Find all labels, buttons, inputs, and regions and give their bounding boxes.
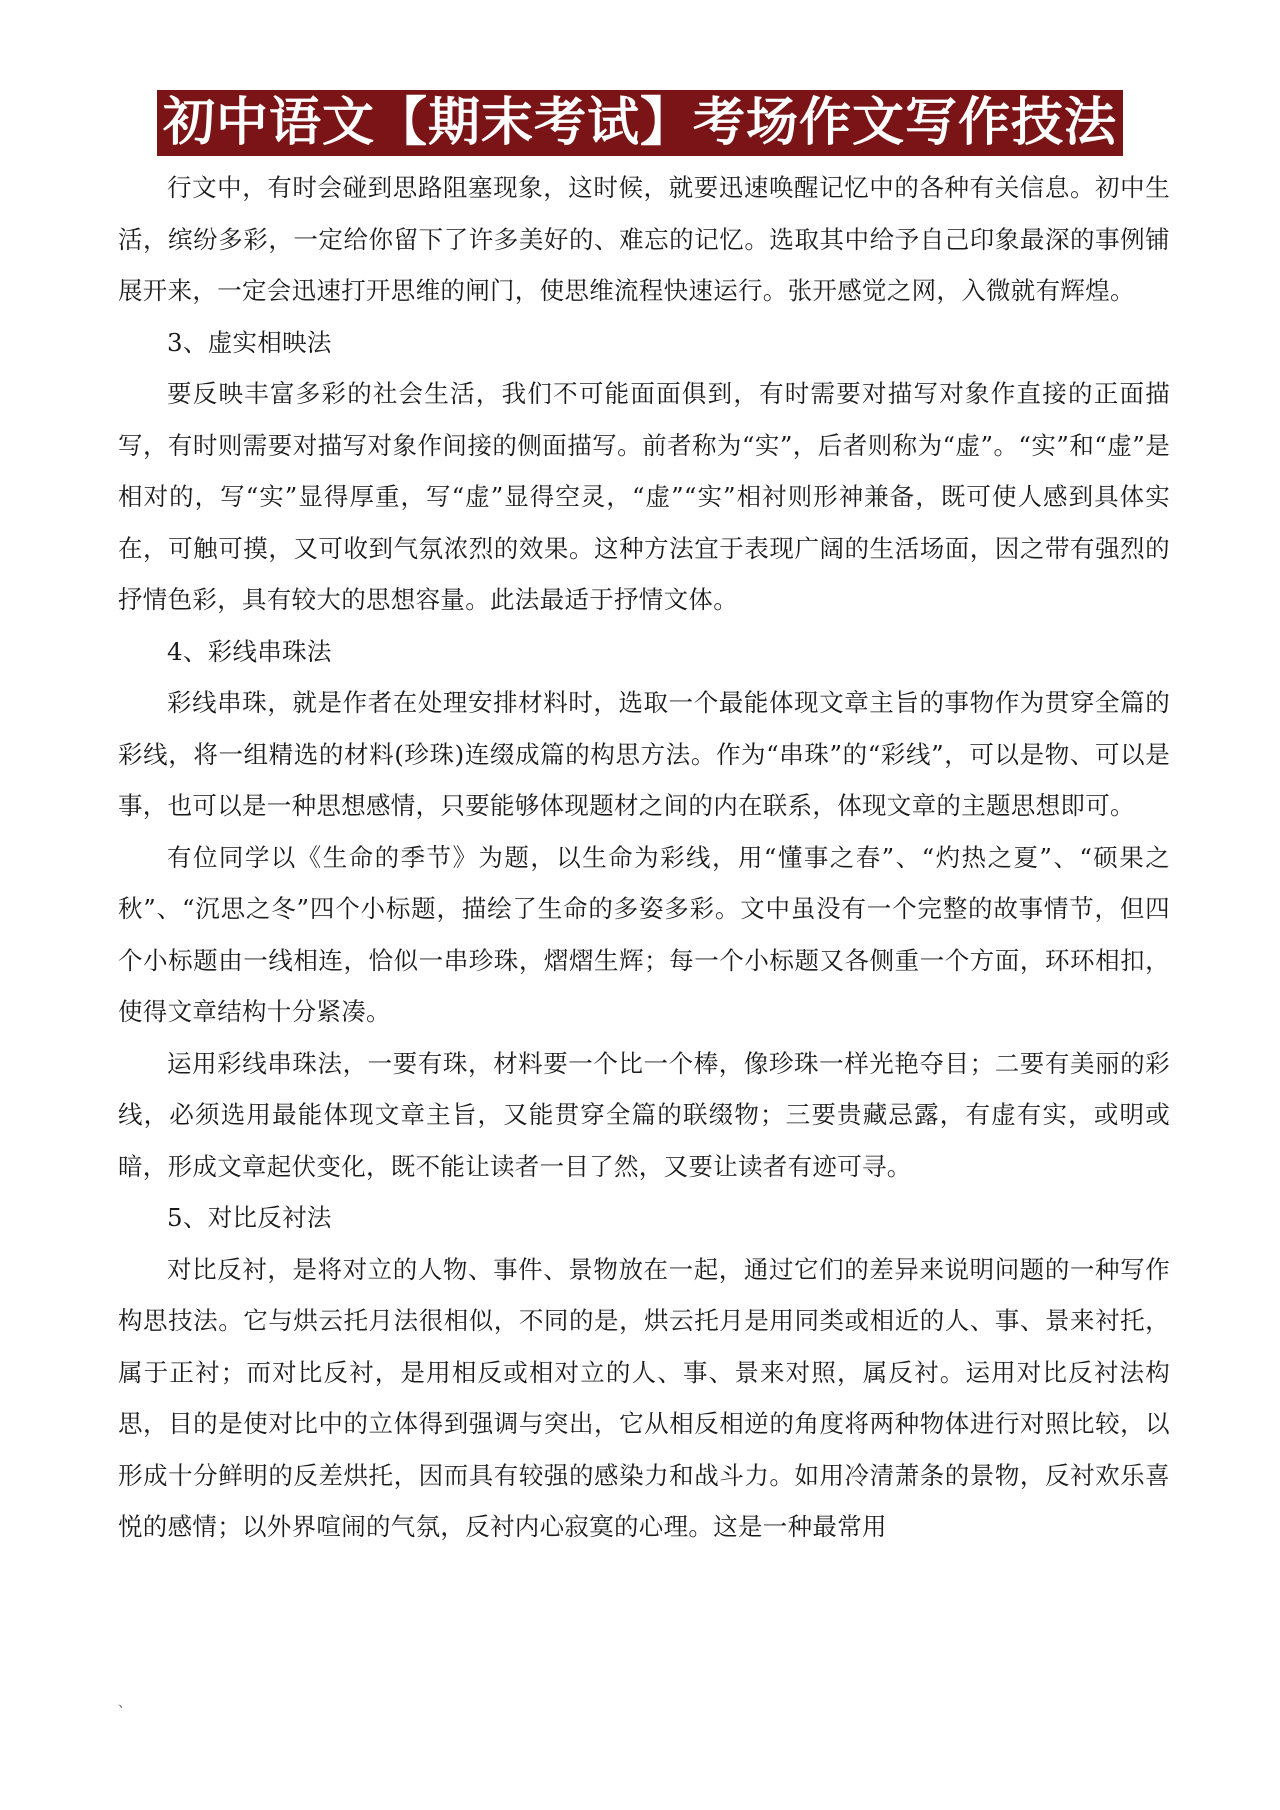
title-banner	[0, 90, 1280, 156]
section-heading-5: 5、对比反衬法	[167, 1203, 332, 1232]
section-heading-3: 3、虚实相映法	[167, 327, 332, 357]
document-title: 初中语文【期末考试】考场作文写作技法	[157, 90, 1123, 156]
paragraph-caixian-definition: 彩线串珠，就是作者在处理安排材料时，选取一个最能体现文章主旨的事物作为贯穿全篇的彩线，将一组精选的材料(珍珠)连缀成篇的构思方法。作为“串珠”的“彩线”，可以是物、可以是事，也可以是一种思想感情，只要能够体现题材之间的内在联系，体现文章的主题思想即可。	[118, 688, 1170, 820]
paragraph-intro: 行文中，有时会碰到思路阻塞现象，这时候，就要迅速唤醒记忆中的各种有关信息。初中生活，缤纷多彩，一定给你留下了许多美好的、难忘的记忆。选取其中给予自己印象最深的事例铺展开来，一定会迅速打开思维的闸门，使思维流程快速运行。张开感觉之网，入微就有辉煌。	[118, 173, 1170, 305]
paragraph-caixian-usage: 运用彩线串珠法，一要有珠，材料要一个比一个棒，像珍珠一样光艳夺目；二要有美丽的彩线，必须选用最能体现文章主旨，又能贯穿全篇的联缀物；三要贵藏忌露，有虚有实，或明或暗，形成文章起伏变化，既不能让读者一目了然，又要让读者有迹可寻。	[118, 1048, 1170, 1181]
document-body	[118, 162, 1170, 1553]
section-heading-4: 4、彩线串珠法	[167, 636, 332, 666]
paragraph-duibi: 对比反衬，是将对立的人物、事件、景物放在一起，通过它们的差异来说明问题的一种写作构思技法。它与烘云托月法很相似，不同的是，烘云托月是用同类或相近的人、事、景来衬托，属于正衬；而对比反衬，是用相反或相对立的人、事、景来对照，属反衬。运用对比反衬法构思，目的是使对比中的立体得到强调与突出，它从相反相逆的角度将两种物体进行对照比较，以形成十分鲜明的反差烘托，因而具有较强的感染力和战斗力。如用冷清萧条的景物，反衬欢乐喜悦的感情；以外界喧闹的气氛，反衬内心寂寞的心理。这是一种最常用	[118, 1254, 1170, 1541]
paragraph-caixian-example: 有位同学以《生命的季节》为题，以生命为彩线，用“懂事之春”、“灼热之夏”、“硕果之秋”、“沉思之冬”四个小标题，描绘了生命的多姿多彩。文中虽没有一个完整的故事情节，但四个小标题由一线相连，恰似一串珍珠，熠熠生辉；每一个小标题又各侧重一个方面，环环相扣，使得文章结构十分紧凑。	[118, 842, 1170, 1026]
stray-mark: 、	[118, 1695, 132, 1711]
paragraph-xushi: 要反映丰富多彩的社会生活，我们不可能面面俱到，有时需要对描写对象作直接的正面描写，有时则需要对描写对象作间接的侧面描写。前者称为“实”，后者则称为“虚”。“实”和“虚”是相对的，写“实”显得厚重，写“虚”显得空灵，“虚”“实”相衬则形神兼备，既可使人感到具体实在，可触可摸，又可收到气氛浓烈的效果。这种方法宜于表现广阔的生活场面，因之带有强烈的抒情色彩，具有较大的思想容量。此法最适于抒情文体。	[118, 379, 1170, 614]
